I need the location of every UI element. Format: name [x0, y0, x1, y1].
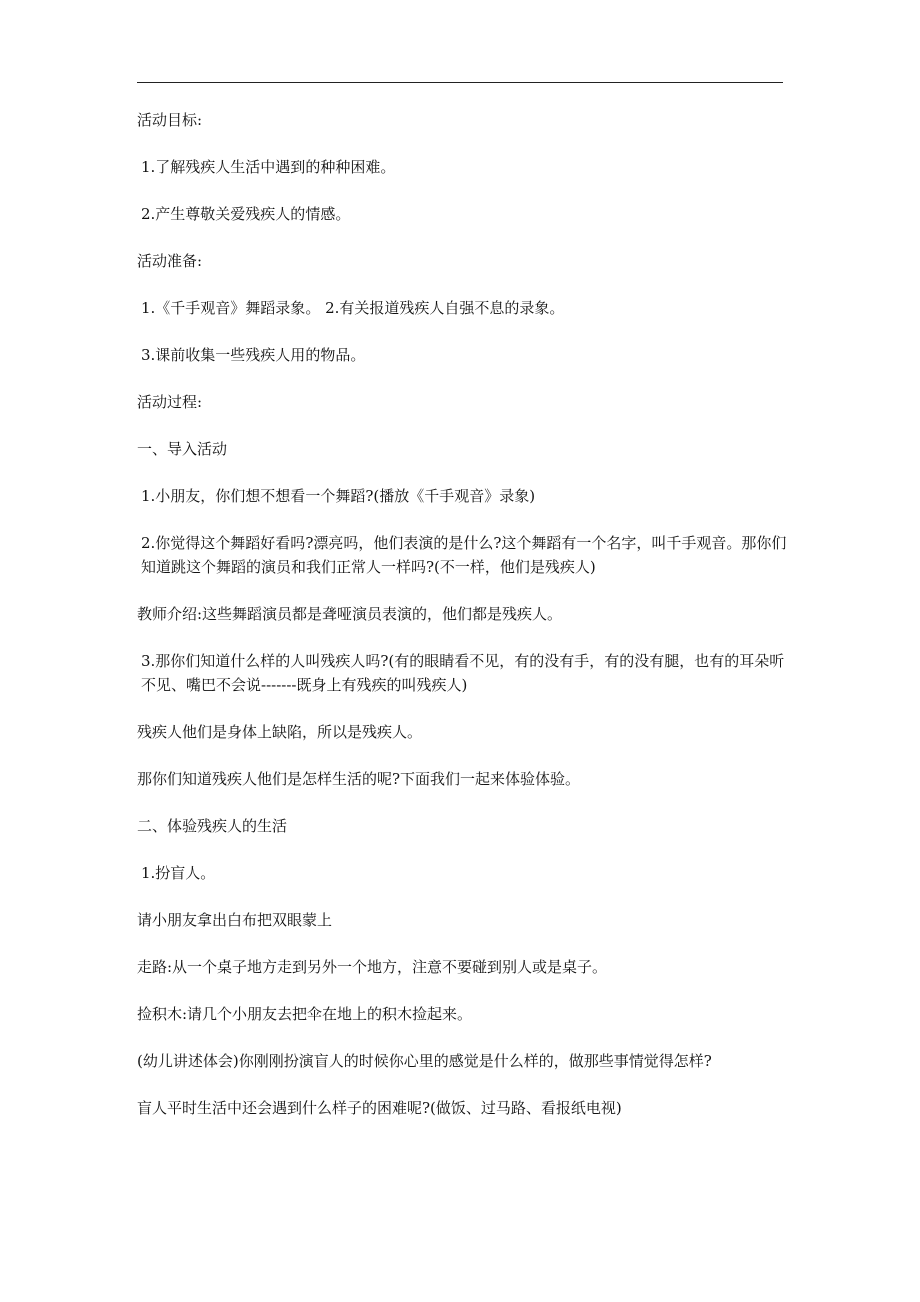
section-heading-experience: 二、体验残疾人的生活	[137, 817, 288, 835]
paragraph: 2.你觉得这个舞蹈好看吗?漂亮吗，他们表演的是什么?这个舞蹈有一个名字，叫千手观音。那你们知道跳这个舞蹈的演员和我们正常人一样吗?(不一样，他们是残疾人)	[141, 534, 787, 576]
heading-activity-goals: 活动目标:	[137, 111, 203, 129]
paragraph: 3.那你们知道什么样的人叫残疾人吗?(有的眼睛看不见，有的没有手，有的没有腿，也有的耳朵听不见、嘴巴不会说-------既身上有残疾的叫残疾人)	[141, 652, 785, 694]
paragraph: 残疾人他们是身体上缺陷，所以是残疾人。	[137, 723, 423, 741]
paragraph: 那你们知道残疾人他们是怎样生活的呢?下面我们一起来体验体验。	[137, 770, 581, 788]
section-heading-intro: 一、导入活动	[137, 440, 228, 458]
paragraph: 3.课前收集一些残疾人用的物品。	[141, 346, 366, 364]
paragraph: 2.产生尊敬关爱残疾人的情感。	[141, 205, 351, 223]
document-body	[137, 108, 787, 1143]
paragraph: 1.《千手观音》舞蹈录象。 2.有关报道残疾人自强不息的录象。	[141, 299, 565, 317]
paragraph: 1.了解残疾人生活中遇到的种种困难。	[141, 158, 396, 176]
heading-activity-process: 活动过程:	[137, 393, 203, 411]
paragraph: 1.扮盲人。	[141, 864, 216, 882]
paragraph: 走路:从一个桌子地方走到另外一个地方，注意不要碰到别人或是桌子。	[137, 958, 608, 976]
heading-activity-prep: 活动准备:	[137, 252, 203, 270]
paragraph: 捡积木:请几个小朋友去把伞在地上的积木捡起来。	[137, 1005, 473, 1023]
paragraph: 盲人平时生活中还会遇到什么样子的困难呢?(做饭、过马路、看报纸电视)	[137, 1099, 622, 1117]
paragraph: 1.小朋友，你们想不想看一个舞蹈?(播放《千手观音》录象)	[141, 487, 536, 505]
paragraph: (幼儿讲述体会)你刚刚扮演盲人的时候你心里的感觉是什么样的，做那些事情觉得怎样?	[137, 1052, 712, 1070]
paragraph: 请小朋友拿出白布把双眼蒙上	[137, 911, 333, 929]
header-rule	[137, 82, 783, 83]
paragraph: 教师介绍:这些舞蹈演员都是聋哑演员表演的，他们都是残疾人。	[137, 605, 563, 623]
